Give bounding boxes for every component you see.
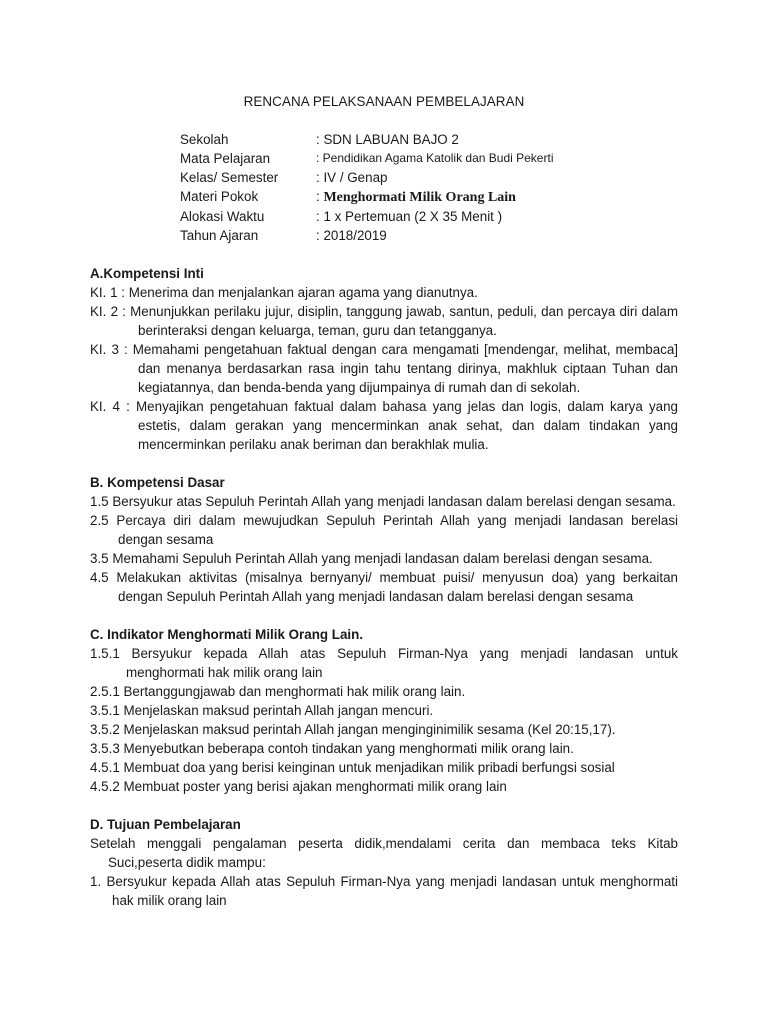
meta-value: : 1 x Pertemuan (2 X 35 Menit ) — [316, 209, 503, 224]
meta-label: Mata Pelajaran — [180, 151, 271, 166]
indikator-item: 3.5.3 Menyebutkan beberapa contoh tindakan yang menghormati milik orang lain. — [90, 741, 574, 756]
meta-value: : Pendidikan Agama Katolik dan Budi Pekerti — [316, 151, 554, 165]
kd-item: 1.5 Bersyukur atas Sepuluh Perintah Allah yang menjadi landasan dalam berelasi dengan sesama. — [90, 494, 676, 509]
materi-pokok-value: Menghormati Milik Orang Lain — [323, 190, 516, 205]
meta-label: Materi Pokok — [180, 189, 259, 204]
meta-row-sekolah — [180, 130, 553, 149]
section-heading: A.Kompetensi Inti — [90, 266, 204, 281]
indikator-item: 3.5.1 Menjelaskan maksud perintah Allah jangan mencuri. — [90, 703, 434, 718]
indikator-item: 4.5.2 Membuat poster yang berisi ajakan menghormati milik orang lain — [90, 779, 507, 794]
meta-colon: : — [316, 189, 324, 204]
tujuan-intro: Setelah menggali pengalaman peserta didik,mendalami cerita dan membaca teks Kitab Suci,peserta didik mampu: — [90, 836, 678, 870]
meta-value: : SDN LABUAN BAJO 2 — [316, 132, 459, 147]
ki-item: KI. 4 : Menyajikan pengetahuan faktual dalam bahasa yang jelas dan logis, dalam karya yang estetis, dalam gerakan yang mencerminkan anak sehat, dan dalam tindakan yang mencerminkan perilaku anak beriman dan berakhlak mulia. — [90, 399, 678, 452]
meta-value — [316, 187, 553, 207]
section-kompetensi-inti — [90, 264, 678, 454]
ki-item: KI. 1 : Menerima dan menjalankan ajaran agama yang dianutnya. — [90, 285, 478, 300]
kd-item: 4.5 Melakukan aktivitas (misalnya bernyanyi/ membuat puisi/ menyusun doa) yang berkaitan dengan Sepuluh Perintah Allah yang menjadi landasan dalam berelasi dengan sesama — [90, 570, 678, 604]
ki-item: KI. 3 : Memahami pengetahuan faktual dengan cara mengamati [mendengar, melihat, membaca] dan menanya berdasarkan rasa ingin tahu tentang dirinya, makhluk ciptaan Tuhan dan kegiatannya, dan benda-benda yang dijumpainya di rumah dan di sekolah. — [90, 342, 678, 395]
indikator-item: 3.5.2 Menjelaskan maksud perintah Allah jangan menginginimilik sesama (Kel 20:15,17). — [90, 722, 616, 737]
meta-row-kelas-semester — [180, 168, 553, 187]
section-heading: C. Indikator Menghormati Milik Orang Lain. — [90, 627, 364, 642]
meta-label: Kelas/ Semester — [180, 170, 279, 185]
section-heading: D. Tujuan Pembelajaran — [90, 817, 241, 832]
identity-table — [180, 130, 553, 245]
section-heading: B. Kompetensi Dasar — [90, 475, 225, 490]
meta-label: Tahun Ajaran — [180, 228, 259, 243]
kd-item: 2.5 Percaya diri dalam mewujudkan Sepuluh Perintah Allah yang menjadi landasan berelasi dengan sesama — [90, 513, 678, 547]
section-kompetensi-dasar — [90, 473, 678, 606]
meta-value: : IV / Genap — [316, 170, 388, 185]
meta-row-mata-pelajaran — [180, 149, 553, 168]
meta-value: : 2018/2019 — [316, 228, 387, 243]
ki-item: KI. 2 : Menunjukkan perilaku jujur, disiplin, tanggung jawab, santun, peduli, dan percaya diri dalam berinteraksi dengan keluarga, teman, guru dan tetangganya. — [90, 304, 678, 338]
indikator-item: 2.5.1 Bertanggungjawab dan menghormati hak milik orang lain. — [90, 684, 466, 699]
section-indikator — [90, 625, 678, 796]
section-tujuan-pembelajaran — [90, 815, 678, 910]
meta-row-tahun-ajaran — [180, 226, 553, 245]
meta-label: Sekolah — [180, 132, 229, 147]
meta-row-alokasi-waktu — [180, 207, 553, 226]
meta-label: Alokasi Waktu — [180, 209, 265, 224]
kd-item: 3.5 Memahami Sepuluh Perintah Allah yang menjadi landasan dalam berelasi dengan sesama. — [90, 551, 653, 566]
document-title: RENCANA PELAKSANAAN PEMBELAJARAN — [243, 94, 525, 109]
indikator-item: 4.5.1 Membuat doa yang berisi keinginan untuk menjadikan milik pribadi berfungsi sosial — [90, 760, 615, 775]
tujuan-item: 1. Bersyukur kepada Allah atas Sepuluh Firman-Nya yang menjadi landasan untuk menghormati hak milik orang lain — [90, 874, 678, 908]
meta-row-materi-pokok — [180, 187, 553, 207]
indikator-item: 1.5.1 Bersyukur kepada Allah atas Sepuluh Firman-Nya yang menjadi landasan untuk menghormati hak milik orang lain — [90, 646, 678, 680]
